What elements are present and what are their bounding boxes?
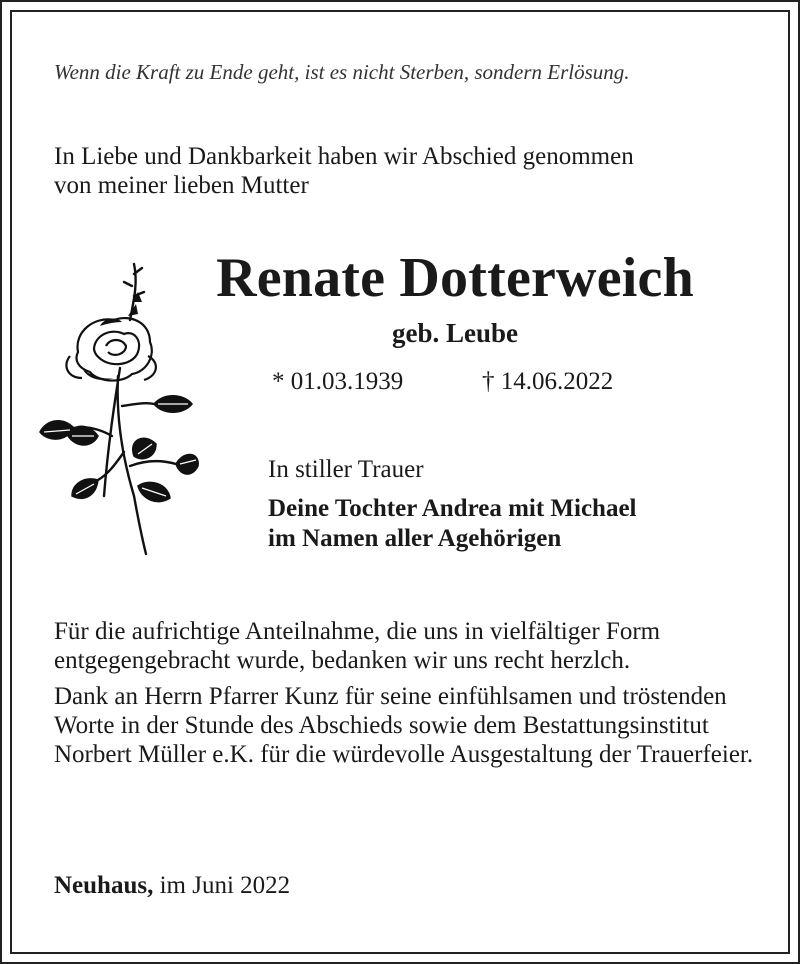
intro-line-1: In Liebe und Dankbarkeit haben wir Abschied genommen (54, 143, 634, 170)
mourning-label: In stiller Trauer (268, 456, 424, 483)
death-date: † 14.06.2022 (482, 368, 614, 395)
closing-date: im Juni 2022 (159, 872, 291, 899)
intro-line-2: von meiner lieben Mutter (54, 172, 309, 199)
mourners-line-1: Deine Tochter Andrea mit Michael (268, 495, 637, 522)
intro-text (54, 142, 774, 200)
thanks-paragraph-1: Für die aufrichtige Anteilnahme, die uns in vielfältiger Form entgegengebracht wurde, bedanken wir uns recht herzlch. (54, 618, 661, 674)
deceased-name: Renate Dotterweich (216, 247, 694, 309)
birth-date: * 01.03.1939 (272, 368, 404, 395)
thanks-section (54, 617, 754, 776)
place-name: Neuhaus, (54, 872, 154, 899)
maiden-name: geb. Leube (391, 318, 518, 348)
mourners-block (268, 494, 637, 554)
motto-quote: Wenn die Kraft zu Ende geht, ist es nicht Sterben, sondern Erlösung. (54, 60, 630, 84)
thanks-paragraph-2: Dank an Herrn Pfarrer Kunz für seine einfühlsamen und tröstenden Worte in der Stunde des Abschieds sowie dem Bestattungsinstitut Norbert Müller e.K. für die würdevolle Ausgestaltung der Trauerfeier. (54, 683, 754, 768)
mourners-line-2: im Namen aller Agehörigen (268, 525, 562, 552)
place-and-date (54, 872, 290, 900)
